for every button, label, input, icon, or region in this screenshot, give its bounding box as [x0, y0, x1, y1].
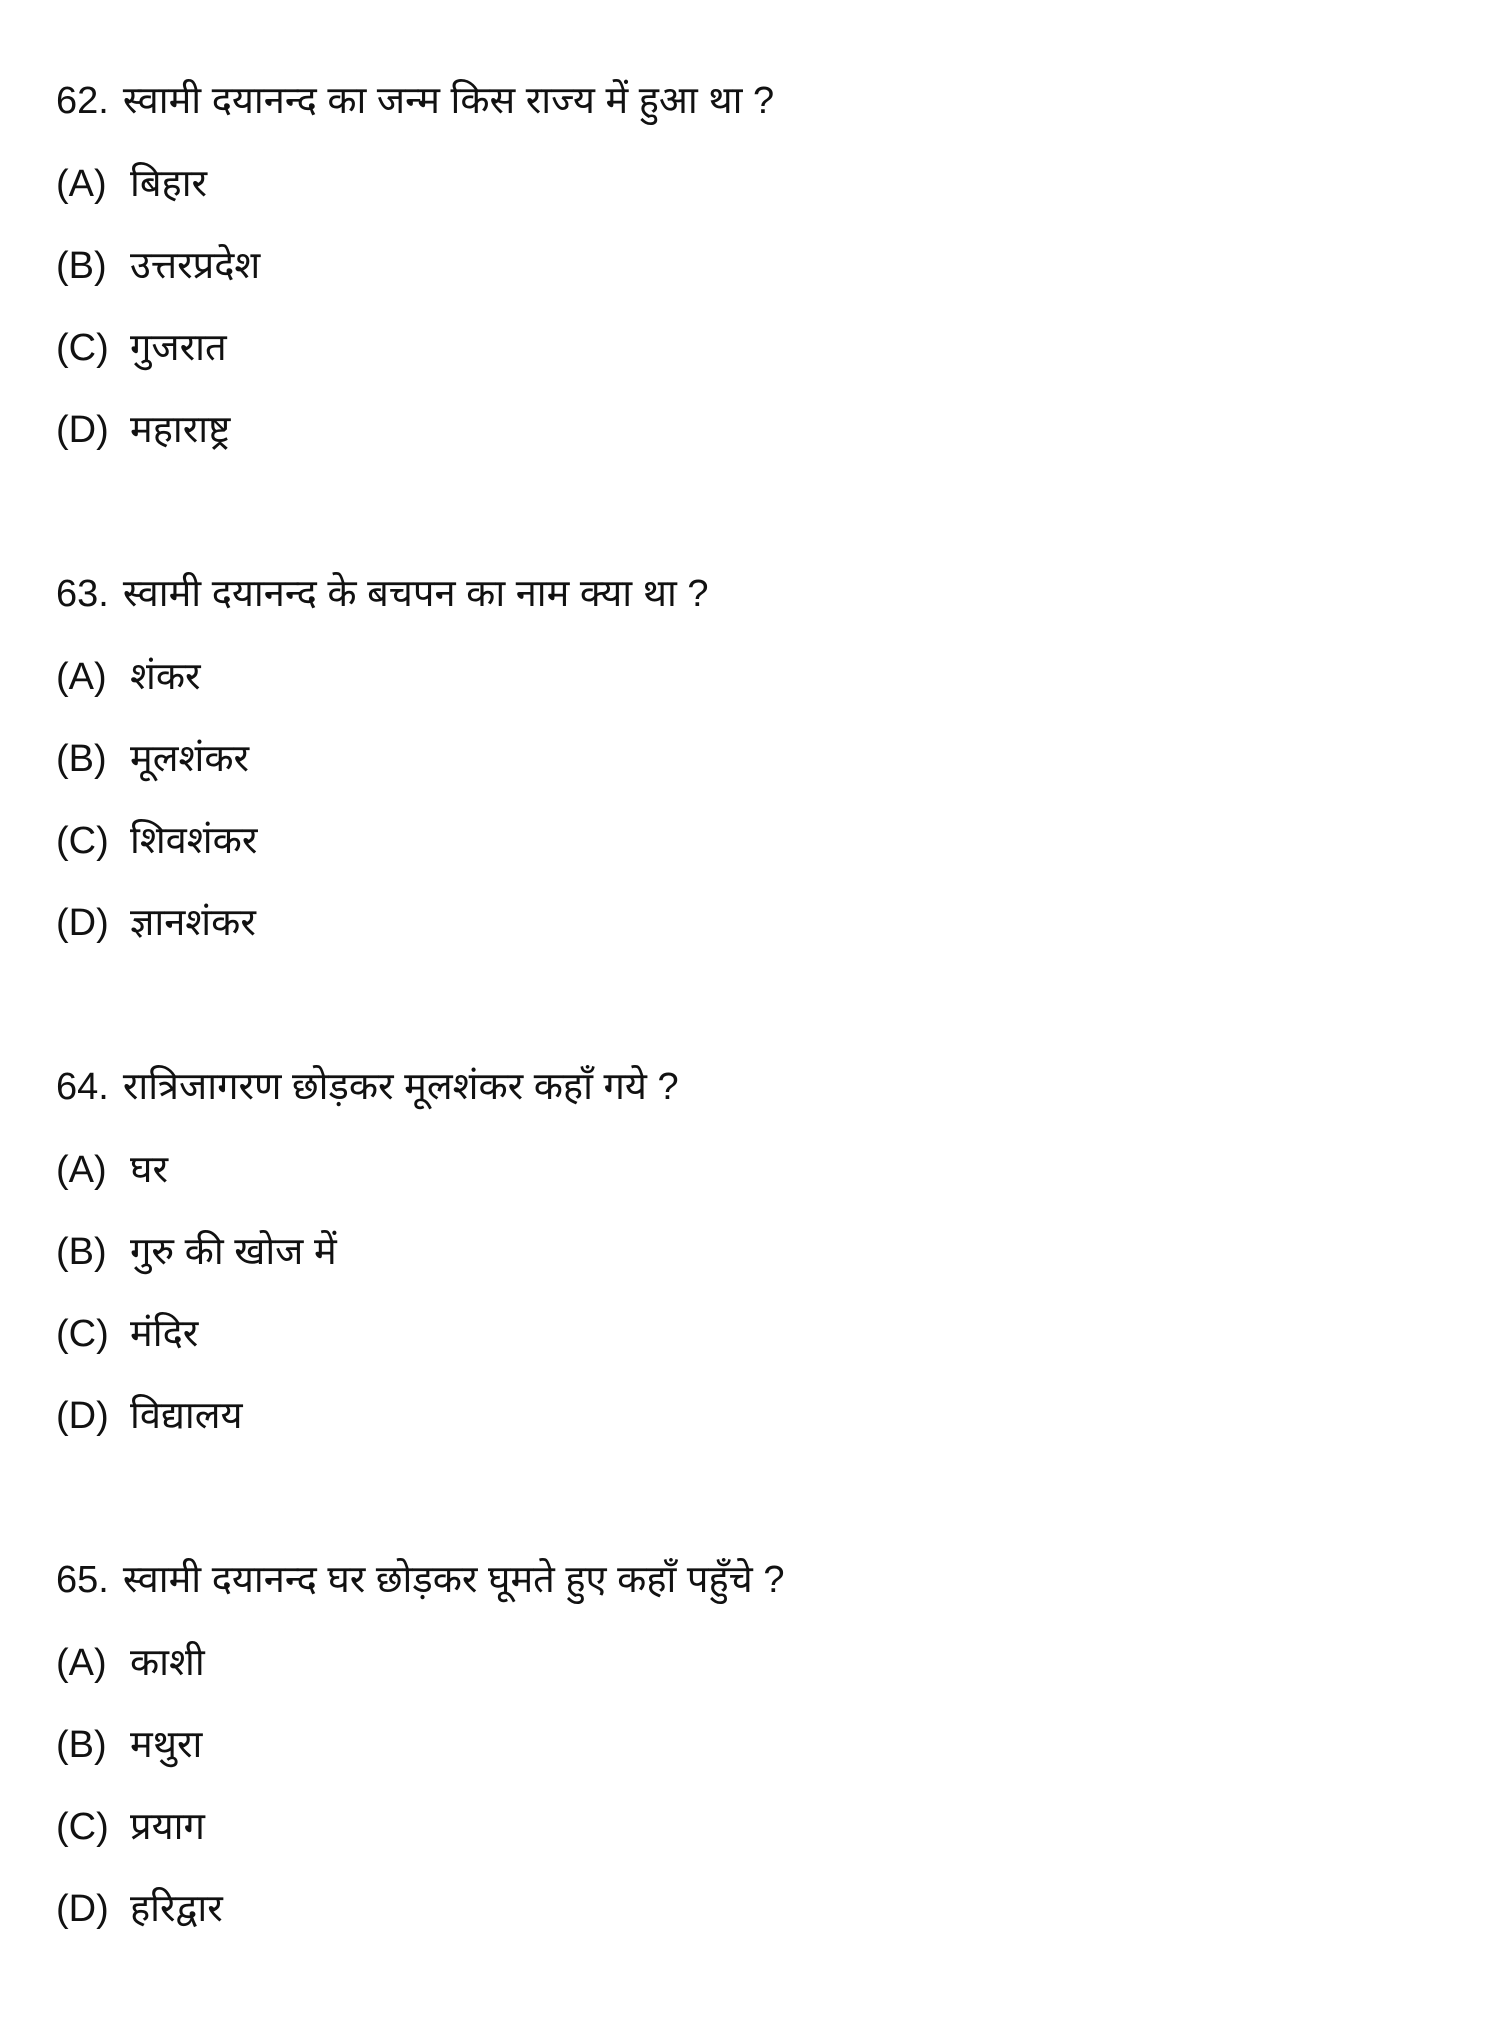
option-label: (A) — [56, 1642, 107, 1684]
option-text: मथुरा — [130, 1724, 203, 1766]
option-a — [56, 159, 207, 209]
option-label: (C) — [56, 1313, 109, 1355]
option-text: उत्तरप्रदेश — [130, 245, 261, 287]
option-text: प्रयाग — [130, 1806, 205, 1848]
question-63 — [56, 569, 709, 619]
option-d — [56, 405, 230, 455]
option-label: (B) — [56, 245, 107, 287]
option-d — [56, 898, 256, 948]
option-text: ज्ञानशंकर — [130, 902, 256, 944]
question-text: स्वामी दयानन्द घर छोड़कर घूमते हुए कहाँ पहुँचे ? — [122, 1559, 785, 1601]
option-d — [56, 1391, 243, 1441]
option-text: शंकर — [130, 656, 201, 698]
question-62 — [56, 76, 774, 126]
question-number: 65. — [56, 1559, 109, 1601]
option-text: हरिद्वार — [130, 1888, 223, 1930]
option-b — [56, 734, 249, 784]
option-a — [56, 652, 201, 702]
option-text: बिहार — [130, 163, 208, 205]
option-text: महाराष्ट्र — [130, 409, 231, 451]
question-text: स्वामी दयानन्द का जन्म किस राज्य में हुआ था ? — [122, 80, 775, 122]
option-label: (B) — [56, 1231, 107, 1273]
option-c — [56, 1802, 205, 1852]
option-a — [56, 1145, 168, 1195]
option-label: (A) — [56, 1149, 107, 1191]
option-c — [56, 323, 227, 373]
option-label: (C) — [56, 1806, 109, 1848]
option-c — [56, 816, 257, 866]
option-label: (B) — [56, 738, 107, 780]
option-b — [56, 1720, 202, 1770]
question-number: 63. — [56, 573, 109, 615]
option-label: (D) — [56, 902, 109, 944]
question-text: स्वामी दयानन्द के बचपन का नाम क्या था ? — [122, 573, 709, 615]
option-b — [56, 1227, 337, 1277]
option-label: (B) — [56, 1724, 107, 1766]
option-text: गुरु की खोज में — [130, 1231, 337, 1273]
option-label: (D) — [56, 1888, 109, 1930]
question-65 — [56, 1555, 784, 1605]
option-c — [56, 1309, 198, 1359]
option-label: (C) — [56, 327, 109, 369]
question-number: 62. — [56, 80, 109, 122]
option-text: विद्यालय — [130, 1395, 243, 1437]
option-text: मंदिर — [130, 1313, 199, 1355]
option-label: (C) — [56, 820, 109, 862]
option-label: (D) — [56, 409, 109, 451]
question-64 — [56, 1062, 679, 1112]
option-text: मूलशंकर — [130, 738, 250, 780]
option-a — [56, 1638, 205, 1688]
option-label: (A) — [56, 656, 107, 698]
option-d — [56, 1884, 223, 1934]
option-text: शिवशंकर — [130, 820, 258, 862]
option-label: (D) — [56, 1395, 109, 1437]
question-number: 64. — [56, 1066, 109, 1108]
option-label: (A) — [56, 163, 107, 205]
option-text: गुजरात — [130, 327, 227, 369]
option-text: घर — [130, 1149, 169, 1191]
option-text: काशी — [130, 1642, 205, 1684]
option-b — [56, 241, 260, 291]
question-text: रात्रिजागरण छोड़कर मूलशंकर कहाँ गये ? — [122, 1066, 679, 1108]
